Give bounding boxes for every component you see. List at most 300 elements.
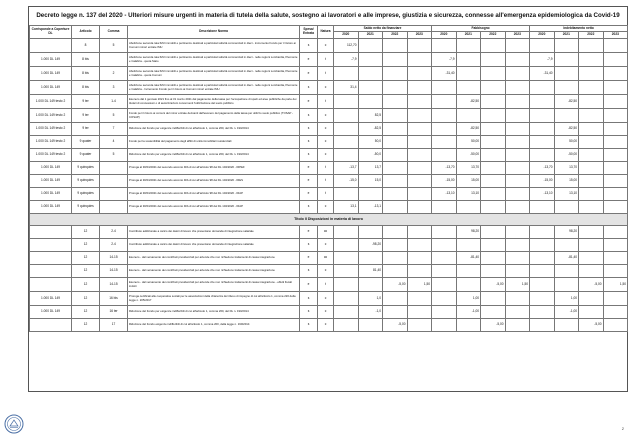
value-cell: [505, 123, 530, 136]
value-cell: [579, 39, 604, 53]
value-cell: [603, 175, 628, 188]
descrizione-cell: Contributo addizionale a carico dei datori di lavoro che presentano domanda di integrazione salariale: [128, 226, 300, 239]
value-cell: [554, 265, 579, 278]
value-cell: [603, 109, 628, 123]
value-cell: [505, 188, 530, 201]
value-cell: [579, 201, 604, 214]
year-header: 2021: [554, 32, 579, 39]
articolo-cell: 9 quinquies: [72, 162, 100, 175]
comma-cell: 2: [100, 67, 128, 81]
prev-source-cell: 1.000 DL 149: [30, 201, 72, 214]
value-cell: 15,0: [358, 175, 383, 188]
comma-cell: 14-15: [100, 278, 128, 292]
value-cell: [579, 306, 604, 319]
value-cell: [505, 53, 530, 67]
table-body: [30, 39, 628, 332]
value-cell: [407, 67, 432, 81]
value-cell: [481, 67, 506, 81]
prev-source-cell: 1.000 DL 149 testo 2: [30, 95, 72, 109]
value-cell: [579, 292, 604, 306]
value-cell: [530, 123, 555, 136]
value-cell: [383, 81, 408, 95]
natura-cell: c: [318, 239, 334, 252]
value-cell: [407, 39, 432, 53]
spesa-entrata-cell: e: [300, 252, 318, 265]
value-cell: -81,40: [554, 252, 579, 265]
comma-cell: [100, 175, 128, 188]
year-header: 2023: [407, 32, 432, 39]
value-cell: -5,00: [383, 319, 408, 332]
prev-source-cell: 1.000 DL 149: [30, 175, 72, 188]
value-cell: [456, 239, 481, 252]
value-cell: [407, 226, 432, 239]
spesa-entrata-cell: e: [300, 53, 318, 67]
value-cell: [481, 226, 506, 239]
table-row: [30, 252, 628, 265]
natura-cell: c: [318, 109, 334, 123]
comma-cell: 2-4: [100, 226, 128, 239]
comma-cell: [100, 162, 128, 175]
value-cell: [530, 95, 555, 109]
value-cell: [603, 188, 628, 201]
year-header: 2022: [579, 32, 604, 39]
year-header: 2020: [530, 32, 555, 39]
value-cell: [383, 162, 408, 175]
spesa-entrata-cell: s: [300, 123, 318, 136]
value-cell: [603, 53, 628, 67]
comma-cell: 14-15: [100, 265, 128, 278]
table-row: [30, 162, 628, 175]
articolo-cell: 9 ter: [72, 109, 100, 123]
value-cell: -82,50: [554, 123, 579, 136]
value-cell: [432, 39, 457, 53]
value-cell: [530, 319, 555, 332]
value-cell: 13,70: [456, 162, 481, 175]
table-row: [30, 319, 628, 332]
value-cell: [505, 162, 530, 175]
value-cell: [481, 53, 506, 67]
articolo-cell: 12: [72, 239, 100, 252]
value-cell: [334, 95, 359, 109]
value-cell: 50,00: [554, 136, 579, 149]
value-cell: 15,00: [456, 175, 481, 188]
value-cell: [579, 81, 604, 95]
value-cell: -7,9: [334, 53, 359, 67]
value-cell: [383, 188, 408, 201]
value-cell: [407, 53, 432, 67]
articolo-cell: 8: [72, 39, 100, 53]
spesa-entrata-cell: e: [300, 175, 318, 188]
value-cell: [579, 109, 604, 123]
value-cell: [579, 226, 604, 239]
header-indebitamento: Indebitamento netto: [530, 26, 628, 32]
value-cell: 31,4: [334, 81, 359, 95]
table-row: [30, 39, 628, 53]
value-cell: [334, 226, 359, 239]
value-cell: [481, 136, 506, 149]
year-header: 2023: [603, 32, 628, 39]
natura-cell: c: [318, 319, 334, 332]
value-cell: [383, 136, 408, 149]
value-cell: [481, 188, 506, 201]
prev-source-cell: 1.000 DL 149: [30, 306, 72, 319]
value-cell: [432, 149, 457, 162]
header-natura: Natura: [318, 26, 334, 39]
table-row: [30, 123, 628, 136]
comma-cell: [100, 188, 128, 201]
value-cell: [481, 39, 506, 53]
value-cell: [554, 239, 579, 252]
value-cell: [432, 109, 457, 123]
value-cell: [456, 109, 481, 123]
articolo-cell: 12: [72, 292, 100, 306]
value-cell: [407, 109, 432, 123]
value-cell: 1,50: [603, 278, 628, 292]
value-cell: [505, 292, 530, 306]
value-cell: -50,0: [358, 149, 383, 162]
value-cell: 1,0: [358, 292, 383, 306]
articolo-cell: 12: [72, 252, 100, 265]
value-cell: 98,20: [456, 226, 481, 239]
value-cell: [432, 136, 457, 149]
value-cell: [579, 252, 604, 265]
articolo-cell: 9 quater: [72, 136, 100, 149]
descrizione-cell: Riduzione del Fondo esigenze indifferibili di cui all'articolo 1, comma 200, della legge n. 190/2014: [128, 319, 300, 332]
value-cell: [603, 162, 628, 175]
value-cell: -50,00: [456, 149, 481, 162]
value-cell: [554, 39, 579, 53]
prev-source-cell: [30, 226, 72, 239]
prev-source-cell: 1.000 DL 149: [30, 81, 72, 95]
value-cell: [603, 67, 628, 81]
comma-cell: 2-4: [100, 239, 128, 252]
value-cell: [530, 39, 555, 53]
value-cell: 15,00: [554, 175, 579, 188]
value-cell: [505, 252, 530, 265]
value-cell: -31,40: [530, 67, 555, 81]
value-cell: [481, 239, 506, 252]
value-cell: -13,1: [358, 201, 383, 214]
value-cell: [554, 109, 579, 123]
spesa-entrata-cell: s: [300, 292, 318, 306]
value-cell: [383, 239, 408, 252]
value-cell: [530, 306, 555, 319]
value-cell: [530, 226, 555, 239]
value-cell: [603, 39, 628, 53]
articolo-cell: 12: [72, 306, 100, 319]
value-cell: [530, 292, 555, 306]
value-cell: [383, 306, 408, 319]
value-cell: -31,40: [432, 67, 457, 81]
value-cell: [505, 265, 530, 278]
descrizione-cell: Esonero dal 1 gennaio 2021 fino al 31 marzo 2021 dal pagamento della tassa per l'occupazione di spazi ed aree pubbliche da parte dei titolari di concessioni o di autorizzazioni concernenti l'utilizzazione del suolo pubblico: [128, 95, 300, 109]
prev-source-cell: [30, 252, 72, 265]
value-cell: -15,0: [334, 175, 359, 188]
articolo-cell: 9 quinquies: [72, 188, 100, 201]
descrizione-cell: Esonero - dal versamento dei contributi previdenziali per aziende che non richiedono trattamenti di cassa integrazione - effetti fiscali indotti: [128, 278, 300, 292]
value-cell: [456, 53, 481, 67]
value-cell: [530, 136, 555, 149]
value-cell: [407, 81, 432, 95]
value-cell: -13,10: [530, 188, 555, 201]
spesa-entrata-cell: s: [300, 81, 318, 95]
value-cell: [383, 95, 408, 109]
section-title: Titolo II Disposizioni in materia di lavoro: [30, 214, 628, 226]
value-cell: [383, 201, 408, 214]
value-cell: [407, 188, 432, 201]
value-cell: 13,7: [358, 162, 383, 175]
value-cell: [432, 95, 457, 109]
value-cell: [579, 175, 604, 188]
value-cell: [579, 53, 604, 67]
comma-cell: 16 bis: [100, 292, 128, 306]
natura-cell: c: [318, 292, 334, 306]
value-cell: [358, 252, 383, 265]
prev-source-cell: 1.000 DL 149: [30, 292, 72, 306]
descrizione-cell: Fondo per la sostenibilità del pagamento degli affitti di unità immobiliari residenziali: [128, 136, 300, 149]
spesa-entrata-cell: e: [300, 226, 318, 239]
descrizione-cell: Esonero - dal versamento dei contributi previdenziali per aziende che non richiedono trattamenti di cassa integrazione: [128, 252, 300, 265]
table-row: [30, 109, 628, 123]
header-saldo: Saldo netto da finanziare: [334, 26, 432, 32]
value-cell: [603, 201, 628, 214]
year-header: 2020: [432, 32, 457, 39]
value-cell: [358, 188, 383, 201]
year-header: 2020: [334, 32, 359, 39]
comma-cell: 5: [100, 109, 128, 123]
value-cell: [407, 95, 432, 109]
descrizione-cell: Abolizione seconda rata IMU immobili e pertinenze destinati a particolari attività commerciali in dieci - nelle regioni Lombardia, Piemonte e Calabria - quota Comuni: [128, 67, 300, 81]
value-cell: [603, 95, 628, 109]
value-cell: [334, 292, 359, 306]
articolo-cell: 12: [72, 278, 100, 292]
value-cell: 1,00: [456, 292, 481, 306]
value-cell: [579, 239, 604, 252]
value-cell: [334, 109, 359, 123]
table-row: [30, 175, 628, 188]
value-cell: -50,00: [554, 149, 579, 162]
value-cell: [383, 67, 408, 81]
natura-cell: c: [318, 136, 334, 149]
spesa-entrata-cell: s: [300, 239, 318, 252]
articolo-cell: 9 ter: [72, 123, 100, 136]
value-cell: [505, 39, 530, 53]
prev-source-cell: [30, 319, 72, 332]
descrizione-cell: Fondo per il ristoro ai comuni del minor entrate derivanti dall'esonero del pagamento della tassa per utilizzo suolo pubblico (TOSAP - COSAP): [128, 109, 300, 123]
value-cell: -1,0: [358, 306, 383, 319]
prev-source-cell: [30, 265, 72, 278]
value-cell: [505, 67, 530, 81]
articolo-cell: 9 quater: [72, 149, 100, 162]
value-cell: [603, 239, 628, 252]
comma-cell: 17: [100, 319, 128, 332]
spesa-entrata-cell: e: [300, 67, 318, 81]
value-cell: [383, 265, 408, 278]
value-cell: [358, 67, 383, 81]
comma-cell: [100, 53, 128, 67]
articolo-cell: 9 quinquies: [72, 201, 100, 214]
comma-cell: 14-15: [100, 252, 128, 265]
value-cell: [334, 306, 359, 319]
value-cell: [505, 136, 530, 149]
value-cell: 50,0: [358, 136, 383, 149]
header-articolo: Articolo: [72, 26, 100, 39]
table-row: [30, 53, 628, 67]
value-cell: [383, 39, 408, 53]
comma-cell: 1-4: [100, 95, 128, 109]
value-cell: [407, 292, 432, 306]
descrizione-cell: Proroga certificati alle cooperative sociali per le associazioni della chiarezza del rilievo di impegno di cui all'articolo 1, comma 220 della legge n. 205/2017: [128, 292, 300, 306]
natura-cell: c: [318, 306, 334, 319]
value-cell: -15,00: [432, 175, 457, 188]
value-cell: [603, 306, 628, 319]
value-cell: -5,00: [383, 278, 408, 292]
table-row: [30, 306, 628, 319]
value-cell: -1,00: [456, 306, 481, 319]
natura-cell: c: [318, 39, 334, 53]
value-cell: [505, 175, 530, 188]
value-cell: [603, 265, 628, 278]
natura-cell: c: [318, 81, 334, 95]
value-cell: 13,10: [456, 188, 481, 201]
value-cell: [456, 201, 481, 214]
comma-cell: 3: [100, 81, 128, 95]
value-cell: 1,00: [554, 292, 579, 306]
value-cell: [579, 123, 604, 136]
value-cell: [481, 149, 506, 162]
value-cell: [505, 109, 530, 123]
value-cell: [334, 123, 359, 136]
value-cell: [334, 136, 359, 149]
value-cell: [383, 149, 408, 162]
prev-source-cell: 1.000 DL 149 testo 2: [30, 123, 72, 136]
page-title: Decreto legge n. 137 del 2020 - Ulteriori misure urgenti in materia di tutela della salute, sostegno ai lavoratori e alle imprese, giustizia e sicurezza, connesse all'emergenza epidemiologica da Covid-19: [29, 7, 627, 26]
articolo-cell: 8 bis: [72, 81, 100, 95]
prev-source-cell: 1.000 DL 149 testo 2: [30, 136, 72, 149]
descrizione-cell: Abolizione seconda rata IMU immobili e pertinenze destinati a particolari attività commerciali in dieci - nelle regioni Lombardia, Piemonte e Calabria - Incremento Fondo per il ristoro ai Comuni minori entrate IMU: [128, 81, 300, 95]
value-cell: -5,00: [481, 278, 506, 292]
value-cell: [432, 306, 457, 319]
articolo-cell: 9 quinquies: [72, 175, 100, 188]
value-cell: [579, 149, 604, 162]
value-cell: [334, 252, 359, 265]
value-cell: [334, 265, 359, 278]
table-row: [30, 201, 628, 214]
spesa-entrata-cell: s: [300, 39, 318, 53]
value-cell: [481, 306, 506, 319]
value-cell: [530, 81, 555, 95]
value-cell: [456, 67, 481, 81]
table-row: [30, 265, 628, 278]
prev-source-cell: [30, 239, 72, 252]
value-cell: -82,50: [554, 95, 579, 109]
value-cell: -7,9: [432, 53, 457, 67]
value-cell: [481, 81, 506, 95]
value-cell: [334, 319, 359, 332]
value-cell: [579, 136, 604, 149]
value-cell: [358, 53, 383, 67]
value-cell: [505, 149, 530, 162]
prev-source-cell: 1.000 DL 149 testo 2: [30, 149, 72, 162]
natura-cell: c: [318, 149, 334, 162]
value-cell: [530, 278, 555, 292]
value-cell: [407, 265, 432, 278]
value-cell: -82,5: [358, 123, 383, 136]
spesa-entrata-cell: s: [300, 201, 318, 214]
value-cell: [432, 226, 457, 239]
natura-cell: t: [318, 162, 334, 175]
value-cell: [505, 226, 530, 239]
value-cell: [383, 226, 408, 239]
table-row: [30, 67, 628, 81]
spesa-entrata-cell: s: [300, 265, 318, 278]
value-cell: [530, 239, 555, 252]
value-cell: [554, 201, 579, 214]
table-row: [30, 188, 628, 201]
value-cell: [481, 201, 506, 214]
year-header: 2023: [505, 32, 530, 39]
value-cell: [505, 201, 530, 214]
value-cell: [358, 95, 383, 109]
value-cell: [579, 188, 604, 201]
value-cell: [481, 162, 506, 175]
spesa-entrata-cell: s: [300, 319, 318, 332]
spesa-entrata-cell: e: [300, 95, 318, 109]
natura-cell: c: [318, 123, 334, 136]
value-cell: -7,9: [530, 53, 555, 67]
value-cell: [432, 265, 457, 278]
value-cell: [603, 252, 628, 265]
value-cell: [505, 306, 530, 319]
comma-cell: 4: [100, 136, 128, 149]
value-cell: [530, 109, 555, 123]
value-cell: [530, 149, 555, 162]
value-cell: [432, 123, 457, 136]
value-cell: [407, 319, 432, 332]
value-cell: [603, 226, 628, 239]
value-cell: [603, 292, 628, 306]
comma-cell: 5: [100, 149, 128, 162]
value-cell: [432, 278, 457, 292]
value-cell: [383, 123, 408, 136]
value-cell: [603, 123, 628, 136]
value-cell: [579, 95, 604, 109]
value-cell: [358, 278, 383, 292]
articolo-cell: 8 bis: [72, 53, 100, 67]
value-cell: 13,10: [554, 188, 579, 201]
year-header: 2021: [358, 32, 383, 39]
value-cell: [456, 319, 481, 332]
value-cell: 81,40: [358, 265, 383, 278]
articolo-cell: 9 ter: [72, 95, 100, 109]
value-cell: [481, 265, 506, 278]
value-cell: [603, 149, 628, 162]
value-cell: -98,20: [358, 239, 383, 252]
spesa-entrata-cell: s: [300, 136, 318, 149]
value-cell: [407, 175, 432, 188]
value-cell: [407, 252, 432, 265]
value-cell: [481, 109, 506, 123]
value-cell: -1,00: [554, 306, 579, 319]
value-cell: -5,00: [481, 319, 506, 332]
value-cell: -13,70: [432, 162, 457, 175]
articolo-cell: 12: [72, 319, 100, 332]
descrizione-cell: Proroga al 30/04/2021 del secondo acconto IRA di cui all'articolo 98 del DL 104/2020 - IRES: [128, 175, 300, 188]
value-cell: [383, 109, 408, 123]
value-cell: 98,20: [554, 226, 579, 239]
value-cell: [481, 95, 506, 109]
value-cell: [530, 252, 555, 265]
